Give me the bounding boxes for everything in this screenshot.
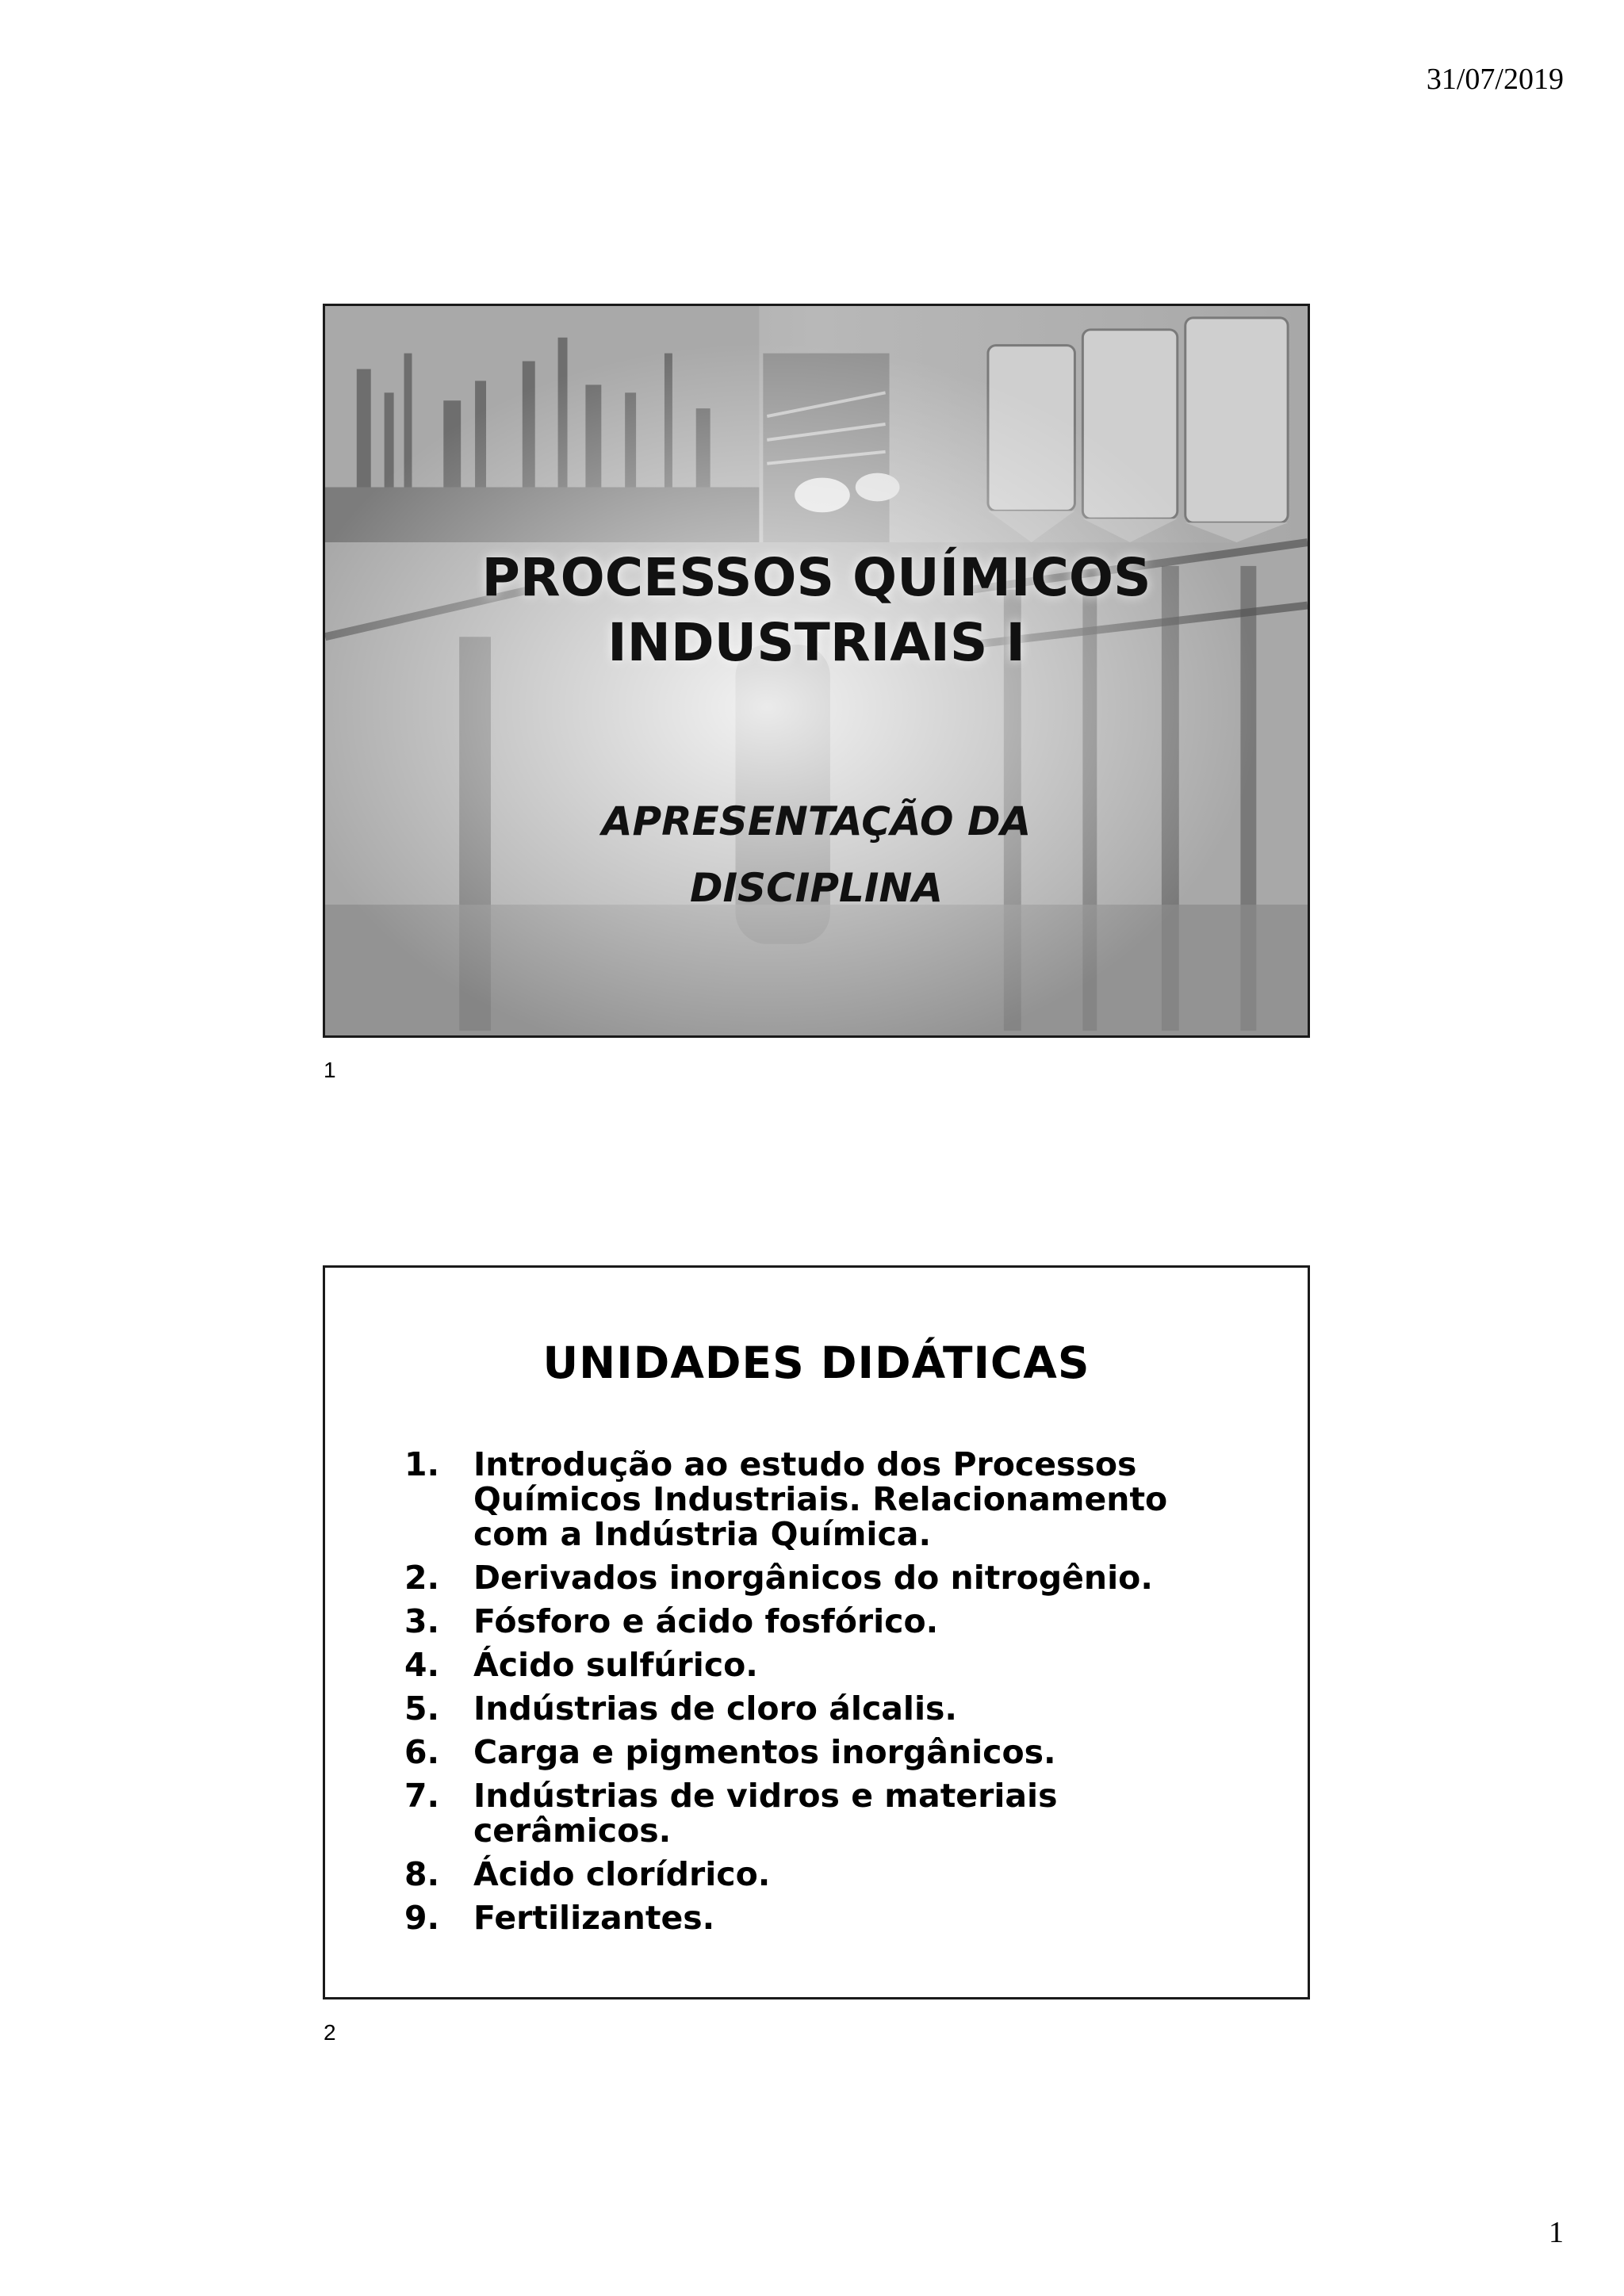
list-item-text: cerâmicos.	[473, 1812, 672, 1850]
list-item-number: 6.	[404, 1733, 440, 1771]
list-item	[404, 1857, 1187, 1892]
list-item-text: Fertilizantes.	[473, 1899, 715, 1937]
page-date: 31/07/2019	[1426, 63, 1564, 96]
slide-1	[323, 304, 1310, 1038]
list-item-number: 9.	[404, 1899, 440, 1937]
list-item-number: 2.	[404, 1559, 440, 1597]
list-item-text: Carga e pigmentos inorgânicos.	[473, 1733, 1056, 1771]
list-item	[404, 1647, 1187, 1682]
list-item-text: Ácido sulfúrico.	[473, 1646, 758, 1684]
slide-title-line: PROCESSOS QUÍMICOS	[481, 547, 1151, 608]
units-list	[404, 1447, 1187, 1944]
list-item-number: 1.	[404, 1445, 440, 1483]
list-item	[404, 1900, 1187, 1935]
list-item-text: com a Indústria Química.	[473, 1515, 932, 1553]
slide-subtitle-line: DISCIPLINA	[689, 865, 944, 911]
slide-title: UNIDADES DIDÁTICAS	[542, 1337, 1090, 1388]
list-item-text: Fósforo e ácido fosfórico.	[473, 1602, 939, 1640]
list-item-text: Introdução ao estudo dos Processos	[473, 1445, 1137, 1483]
slide-title	[325, 545, 1308, 675]
slide-subtitle-line: APRESENTAÇÃO DA	[601, 798, 1032, 844]
list-item	[404, 1778, 1187, 1848]
list-item-number: 4.	[404, 1646, 440, 1684]
slide-2	[323, 1265, 1310, 1999]
list-item-number: 7.	[404, 1777, 440, 1815]
list-item	[404, 1691, 1187, 1726]
slide-title-line: INDUSTRIAIS I	[607, 612, 1025, 673]
list-item-text: Indústrias de vidros e materiais	[473, 1777, 1058, 1815]
slide-number: 1	[324, 1058, 336, 1082]
list-item-text: Derivados inorgânicos do nitrogênio.	[473, 1559, 1153, 1597]
page-number: 1	[1549, 2216, 1564, 2249]
list-item-number: 3.	[404, 1602, 440, 1640]
list-item-number: 8.	[404, 1855, 440, 1893]
list-item-number: 5.	[404, 1689, 440, 1728]
list-item	[404, 1447, 1187, 1552]
list-item-text: Químicos Industriais. Relacionamento	[473, 1480, 1168, 1518]
list-item	[404, 1735, 1187, 1770]
slide-number: 2	[324, 2020, 336, 2045]
list-item-text: Ácido clorídrico.	[473, 1855, 771, 1893]
list-item-text: Indústrias de cloro álcalis.	[473, 1689, 957, 1728]
slide-subtitle	[325, 788, 1308, 921]
list-item	[404, 1560, 1187, 1595]
list-item	[404, 1604, 1187, 1639]
